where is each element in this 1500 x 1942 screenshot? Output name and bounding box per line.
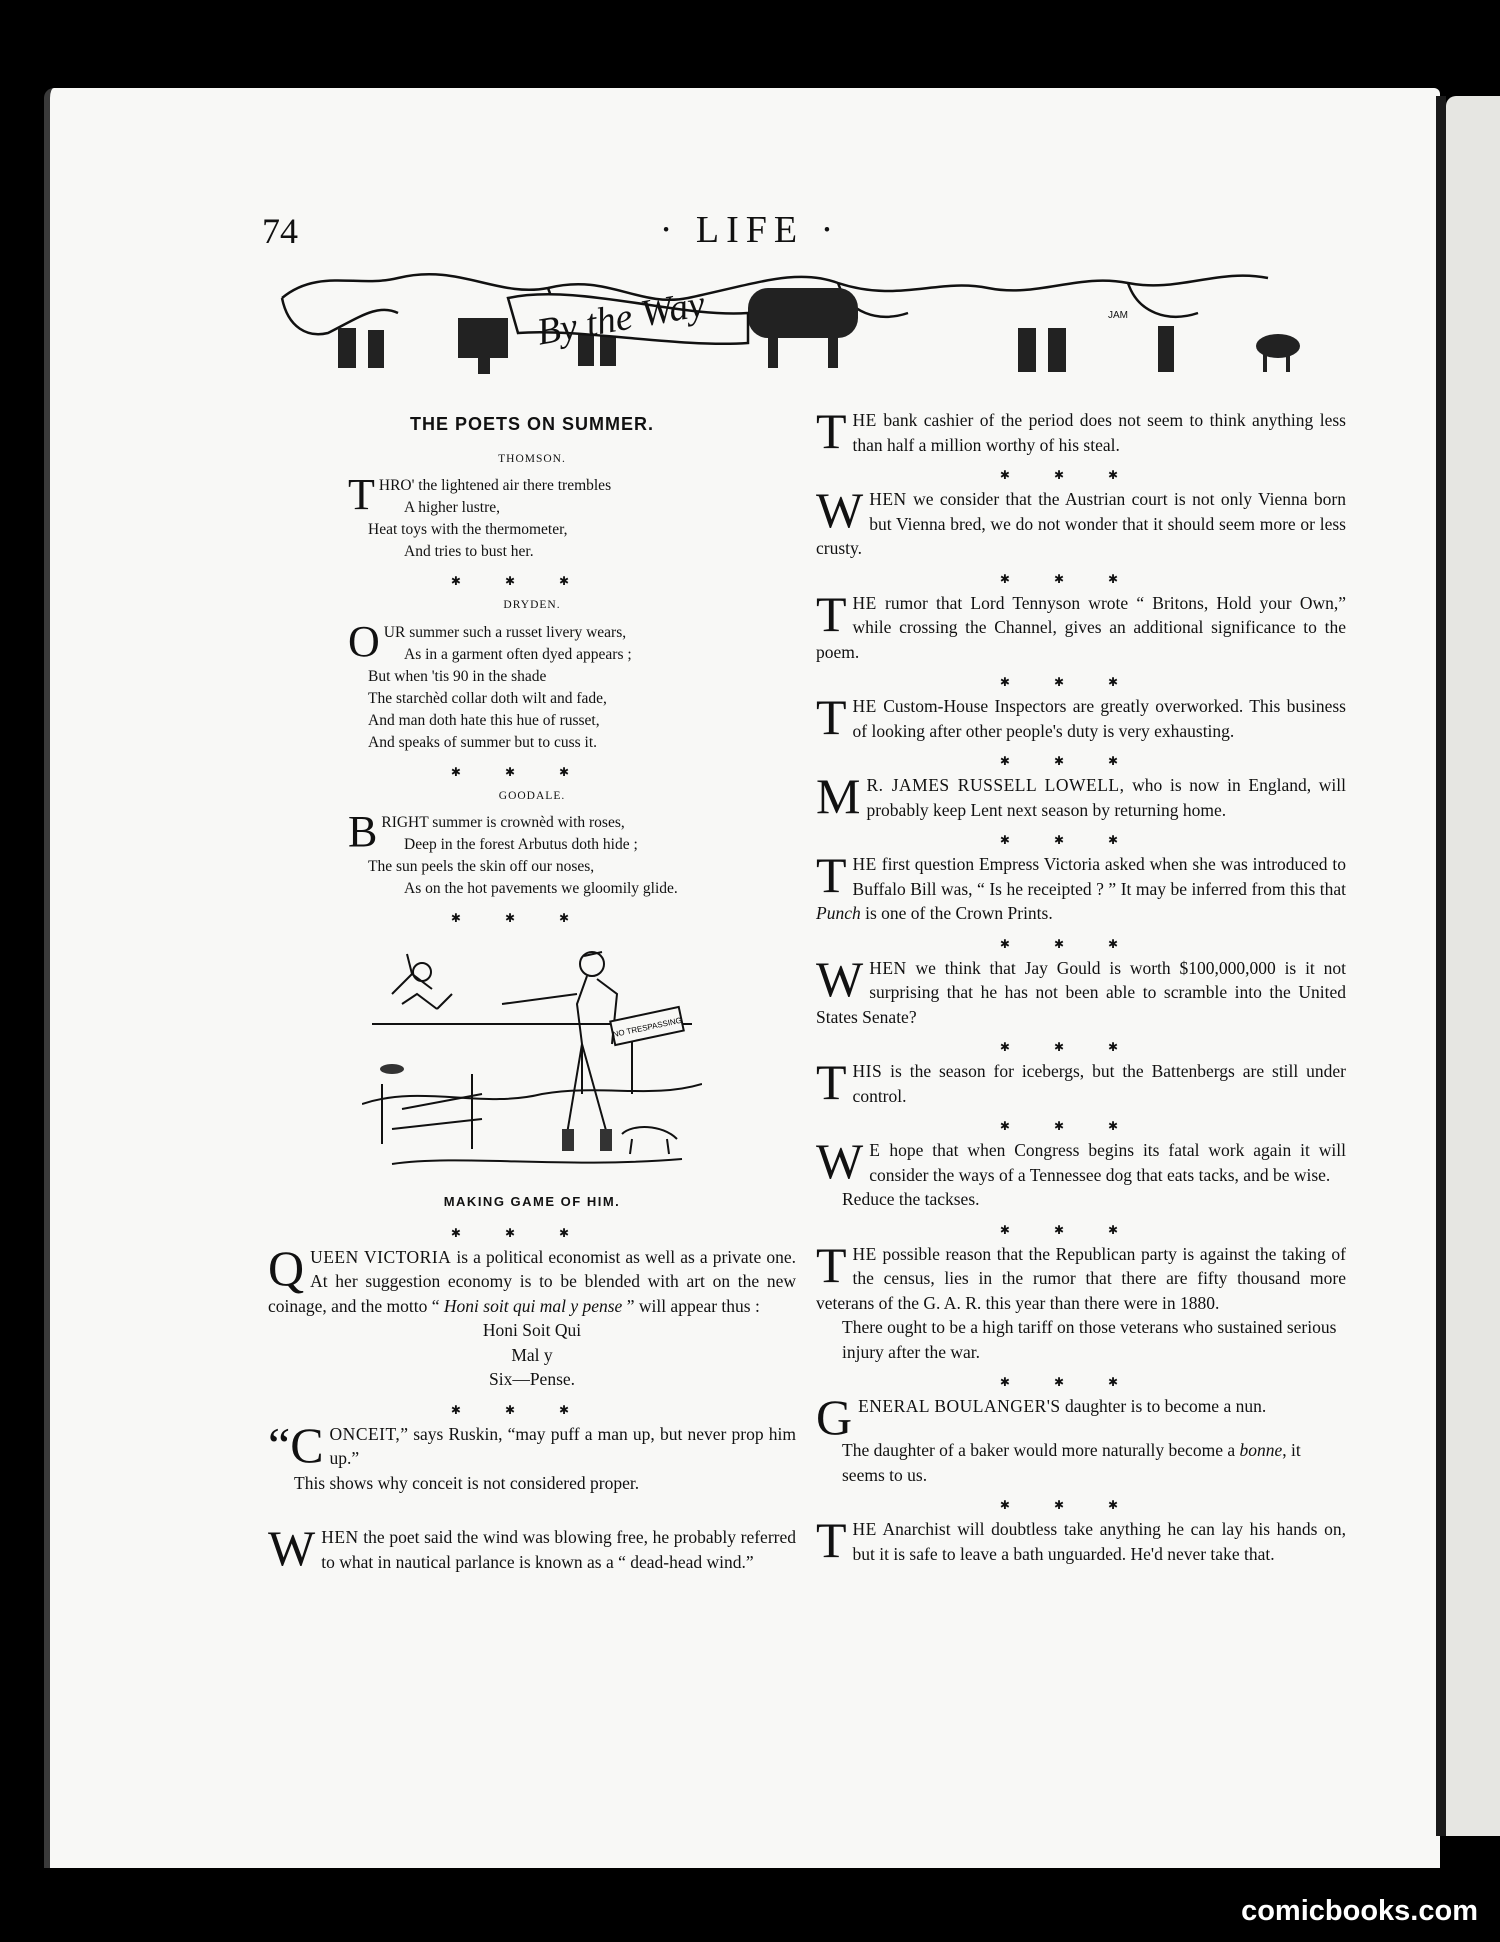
artist-signature: JAM [1108,310,1128,321]
poem-section-dryden [268,593,796,754]
paragraph-boulanger [816,1389,1346,1487]
section-divider-stars: ✱✱✱ [999,1498,1163,1512]
poem-line: And tries to bust her. [404,543,534,560]
paragraph-text: Custom-House Inspectors are greatly overworked. This business of looking after other people's duty is very exhausting. [852,696,1346,741]
paragraph-text: first question Empress Victoria asked when she was introduced to Buffalo Bill was, “ Is he receipted ? ” It may be inferred from this that [852,854,1346,899]
paragraph-text: we consider that the Austrian court is not only Vienna born but Vienna bred, we do not wonder that it should seem more or less crusty. [816,489,1346,558]
paragraph-text: possible reason that the Republican party is against the taking of the census, lies in the rumor that there are fifty thousand more veterans of the G. A. R. this year than there were in 1880. [816,1243,1346,1313]
section-divider-stars: ✱✱✱ [999,833,1163,847]
poem-line: Heat toys with the thermometer, [368,521,568,538]
drop-cap: T [816,403,847,459]
facing-page-edge [1446,96,1500,1836]
masthead-title: · LIFE · [659,209,841,251]
poem-line: Deep in the forest Arbutus doth hide ; [404,836,638,853]
hunter-cartoon-illustration [362,934,702,1184]
paragraph-text: the poet said the wind was blowing free, he probably referred to what in nautical parlance is known as a “ dead-head wind.” [321,1527,796,1572]
lead-words: HE [852,592,877,613]
poem-line: As on the hot pavements we gloomily glide. [404,880,678,897]
italic-punch: Punch [816,903,861,923]
section-divider-stars: ✱✱✱ [450,1225,614,1240]
section-divider-stars: ✱✱✱ [999,1040,1163,1054]
paragraph-text: Anarchist will doubtless take anything he can lay his hands on, but it is safe to leave a bath unguarded. He'd never take that. [852,1519,1346,1564]
poem-line: And speaks of summer but to cuss it. [368,733,598,751]
paragraph-text: rumor that Lord Tennyson wrote “ Britons, Hold your Own,” while crossing the Channel, gives an additional significance to the poem. [816,592,1346,662]
binding-shadow [1436,96,1446,1836]
poem-line: The sun peels the skin off our noses, [368,858,595,875]
cartoon-caption: MAKING GAME OF HIM. [443,1194,621,1209]
paragraph-text: hope that when Congress begins its fatal work again it will consider the ways of a Tennessee dog that eats tacks, and be wise. [869,1140,1346,1185]
paragraph-text-tail: is one of the Crown Prints. [860,903,1053,923]
no-trespassing-sign: NO TRESPASSING [611,1015,683,1040]
lead-words: E [869,1140,881,1160]
lead-words: HE [852,410,877,430]
section-divider-stars: ✱✱✱ [999,571,1163,586]
paragraph-anarchist [816,1512,1346,1568]
drop-cap: M [816,768,861,824]
lead-words: UEEN VICTORIA [310,1246,452,1267]
lead-words: HEN [321,1527,359,1547]
poem-line: A higher lustre, [404,499,500,516]
lead-words: HIS [852,1061,883,1081]
site-watermark: comicbooks.com [1241,1895,1478,1927]
by-the-way-banner-illustration [278,258,1326,388]
motto-line: Mal y [511,1344,553,1365]
section-divider-stars: ✱✱✱ [999,468,1163,482]
poem-line: But when 'tis 90 in the shade [368,667,547,685]
lead-words: HE [852,1519,877,1539]
lead-words: HE [852,1243,877,1264]
poem-section-thomson [268,447,796,564]
paragraph-text: is the season for icebergs, but the Battenbergs are still under control. [852,1061,1346,1106]
paragraph-queen-victoria [268,1239,796,1392]
drop-cap: T [816,689,847,745]
drop-cap: T [348,470,375,519]
poem-line: RIGHT summer is crownèd with roses, [381,814,625,831]
section-divider-stars: ✱✱✱ [999,1375,1163,1389]
italic-motto: Honi soit qui mal y pense [443,1295,623,1316]
paragraph-empress-victoria [816,847,1346,926]
drop-cap: G [816,1389,853,1445]
poem-line: As in a garment often dyed appears ; [404,645,632,663]
paragraph-tennyson [816,585,1346,665]
poem-section-goodale [268,784,796,901]
section-divider-stars: ✱✱✱ [450,764,614,779]
right-column [816,403,1346,1568]
drop-cap: T [816,847,847,903]
poem-line: HRO' the lightened air there trembles [378,477,612,494]
drop-cap: W [268,1520,316,1576]
paragraph-lowell [816,768,1346,824]
drop-cap: W [816,950,864,1007]
lead-words: ENERAL BOULANGER'S [858,1396,1061,1416]
paragraph-text-tail: ” will appear thus : [622,1295,760,1316]
paragraph-continuation: This shows why conceit is not considered proper. [294,1472,640,1493]
drop-cap: T [816,585,847,642]
section-divider-stars: ✱✱✱ [450,574,614,588]
drop-cap: T [816,1512,847,1568]
paragraph-census [816,1236,1346,1365]
lead-words: ONCEIT, [329,1423,401,1444]
motto-line: Six—Pense. [488,1369,576,1389]
lead-words: HEN [869,489,907,509]
paragraph-custom-house [816,689,1346,745]
section-divider-stars: ✱✱✱ [999,1222,1163,1237]
left-column [268,408,796,1574]
drop-cap: T [816,1054,847,1110]
section-divider-stars [268,1501,796,1515]
section-divider-stars: ✱✱✱ [450,1402,614,1417]
paragraph-jay-gould [816,950,1346,1030]
poet-name: THOMSON. [498,452,566,465]
drop-cap: “C [268,1416,324,1473]
section-divider-stars: ✱✱✱ [450,911,614,925]
poem-title: THE POETS ON SUMMER. [409,414,654,434]
poet-name: DRYDEN. [503,599,561,611]
paragraph-continuation: Reduce the tackses. [842,1189,980,1209]
paragraph-text: ” says Ruskin, “may puff a man up, but never prop him up.” [329,1423,796,1468]
poem-line: UR summer such a russet livery wears, [383,623,627,641]
paragraph-text: who is now in England, will probably keep Lent next season by returning home. [866,775,1346,820]
poem-line: And man doth hate this hue of russet, [368,711,600,729]
paragraph-wind [268,1520,796,1576]
drop-cap: W [816,482,864,538]
lead-words: HEN [869,957,907,978]
motto-line: Honi Soit Qui [482,1320,582,1340]
banner-text: By the Way [533,282,709,354]
section-divider-stars: ✱✱✱ [999,754,1163,768]
section-divider-stars: ✱✱✱ [999,675,1163,689]
poem-line: The starchèd collar doth wilt and fade, [368,689,607,707]
lead-words: HE [852,696,877,716]
paragraph-text: we think that Jay Gould is worth $100,000,000 is it not surprising that he has not been able to scramble into the United States Senate? [816,957,1346,1027]
paragraph-text: bank cashier of the period does not seem to think anything less than half a million worthy of his steal. [852,410,1346,455]
lead-words: R. JAMES RUSSELL LOWELL, [866,775,1125,795]
poet-name: GOODALE. [498,789,566,802]
lead-words: HE [852,854,877,874]
paragraph-continuation: The daughter of a baker would more naturally become a [842,1440,1240,1460]
drop-cap: T [816,1236,847,1293]
paragraph-conceit [268,1416,796,1496]
drop-cap: B [348,807,378,856]
drop-cap: W [816,1133,864,1189]
section-divider-stars: ✱✱✱ [999,1119,1163,1133]
paragraph-text: is a political economist as well as a private one. At her suggestion economy is to be blended with art on the new coinage, and the motto “ [268,1246,796,1316]
paragraph-text: daughter is to become a nun. [1060,1396,1267,1416]
page-number: 74 [262,211,298,251]
section-divider-stars: ✱✱✱ [999,936,1163,951]
drop-cap: O [348,616,380,666]
paragraph-austrian-court [816,482,1346,561]
paragraph-icebergs [816,1054,1346,1110]
drop-cap: Q [268,1239,305,1296]
paragraph-congress [816,1133,1346,1212]
italic-bonne: bonne [1239,1440,1283,1460]
paragraph-bank-cashier [816,403,1346,459]
paragraph-continuation-tail: , it seems to us. [842,1440,1301,1485]
paragraph-continuation: There ought to be a high tariff on those veterans who sustained serious injury after the war. [842,1317,1337,1362]
